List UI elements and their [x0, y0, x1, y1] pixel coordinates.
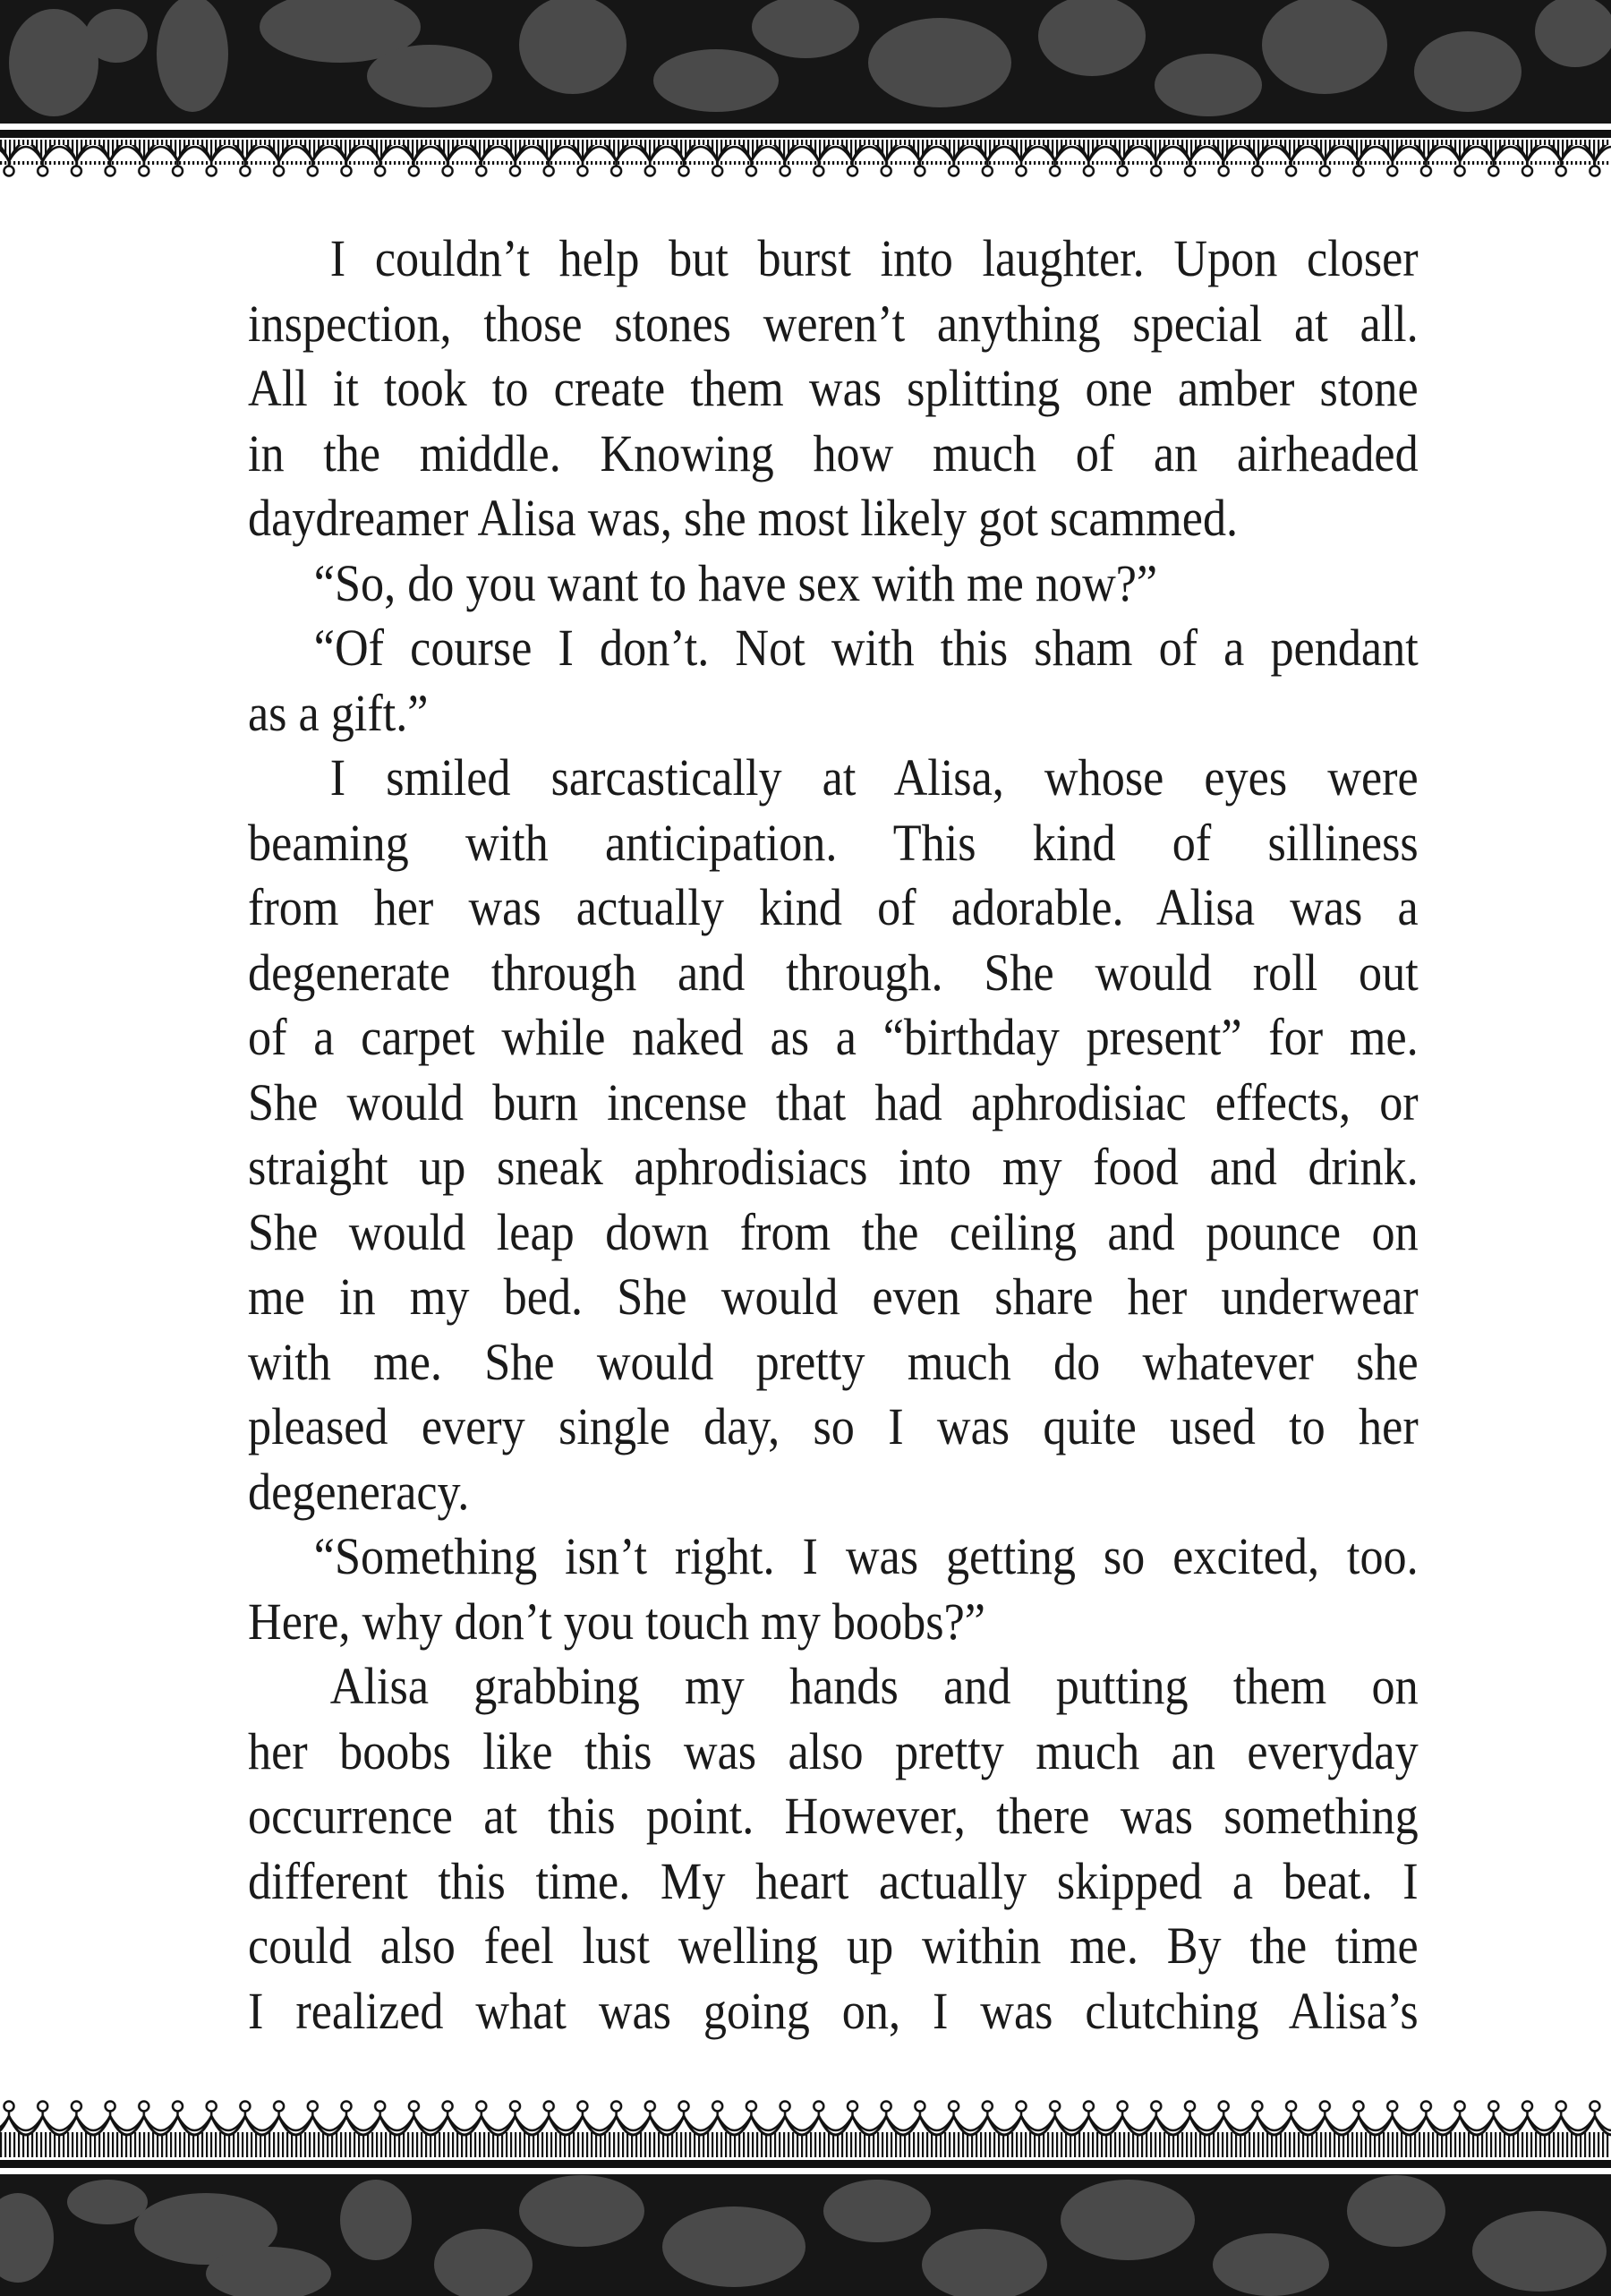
top-decorative-border: [0, 0, 1611, 201]
text-line: “Something isn’t right. I was getting so excited, too.: [313, 1527, 1419, 1585]
text-line: in the middle. Knowing how much of an airheaded: [248, 423, 1419, 482]
text-line: “So, do you want to have sex with me now?”: [313, 553, 1158, 612]
text-line: with me. She would pretty much do whatever she: [248, 1332, 1419, 1391]
text-line: straight up sneak aphrodisiacs into my food and drink.: [248, 1138, 1419, 1196]
text-line: inspection, those stones weren’t anything special at all.: [248, 294, 1419, 353]
text-line: She would burn incense that had aphrodisiac effects, or: [248, 1072, 1419, 1131]
text-line: “Of course I don’t. Not with this sham of a pendant: [313, 619, 1419, 677]
text-line: occurrence at this point. However, there was something: [248, 1787, 1419, 1845]
text-line: I couldn’t help but burst into laughter. Upon closer: [329, 229, 1419, 287]
text-line: degenerate through and through. She would roll out: [248, 943, 1419, 1002]
text-line: her boobs like this was also pretty much an everyday: [248, 1721, 1419, 1780]
text-line: All it took to create them was splitting one amber stone: [248, 359, 1419, 417]
text-line: I realized what was going on, I was clutching Alisa’s: [248, 1981, 1419, 2040]
bottom-decorative-border: [0, 2095, 1611, 2296]
text-line: from her was actually kind of adorable. Alisa was a: [248, 878, 1419, 936]
text-line: I smiled sarcastically at Alisa, whose eyes were: [329, 748, 1419, 807]
text-line: degeneracy.: [248, 1462, 470, 1521]
text-line: could also feel lust welling up within me. By the time: [248, 1916, 1419, 1975]
body-text: [248, 226, 1419, 2044]
text-line: Here, why don’t you touch my boobs?”: [248, 1592, 985, 1651]
text-line: me in my bed. She would even share her underwear: [248, 1267, 1419, 1326]
text-line: Alisa grabbing my hands and putting them on: [329, 1657, 1419, 1715]
text-line: She would leap down from the ceiling and pounce on: [248, 1202, 1419, 1261]
text-line: different this time. My heart actually skipped a beat. I: [248, 1851, 1419, 1910]
text-line: pleased every single day, so I was quite used to her: [248, 1397, 1419, 1455]
text-line: as a gift.”: [248, 683, 429, 742]
text-line: beaming with anticipation. This kind of silliness: [248, 813, 1419, 872]
text-line: daydreamer Alisa was, she most likely got scammed.: [248, 489, 1239, 547]
text-line: of a carpet while naked as a “birthday present” for me.: [248, 1008, 1419, 1066]
